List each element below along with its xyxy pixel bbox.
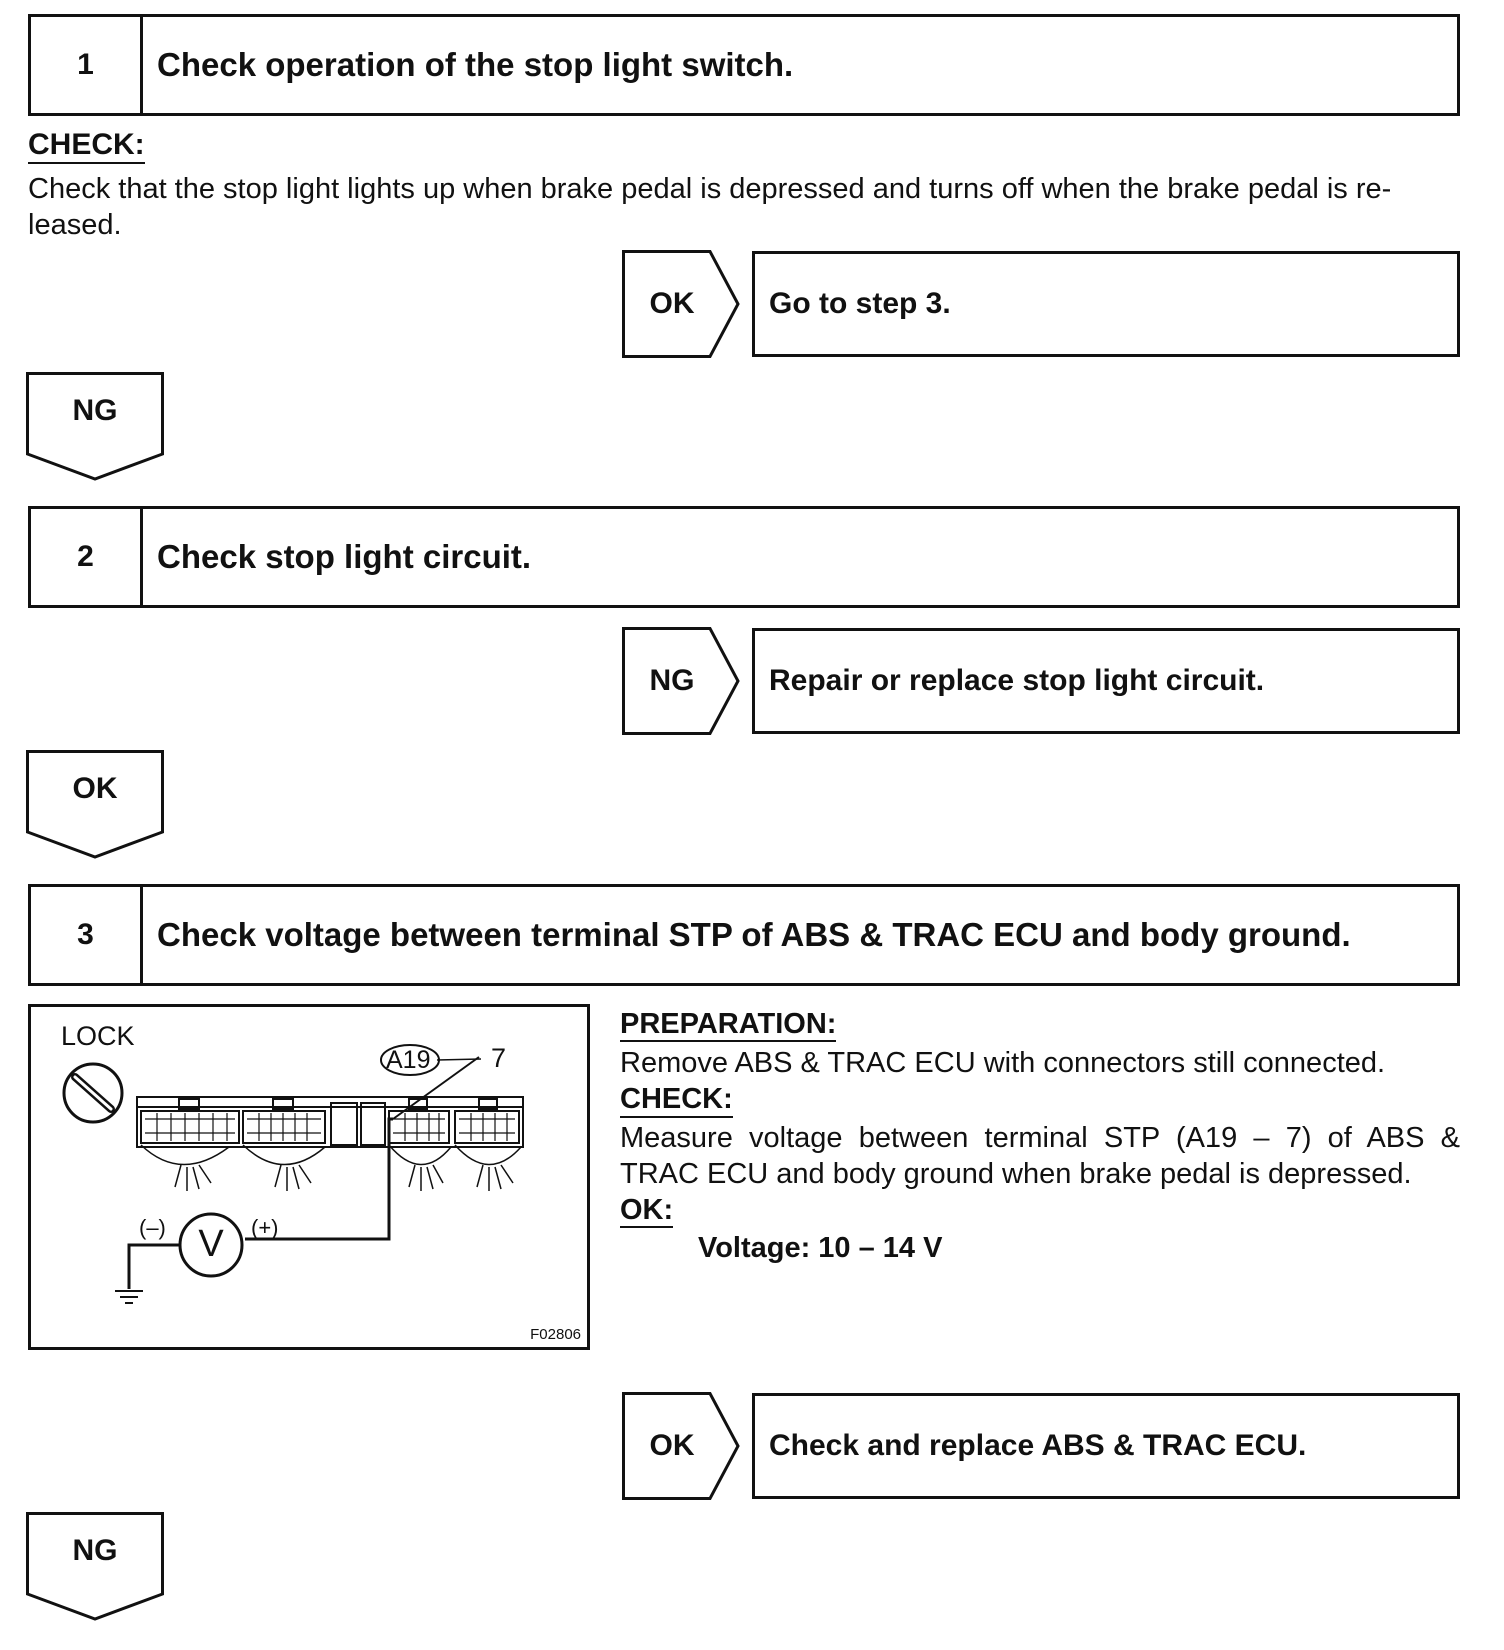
- step-3-instructions: [620, 1008, 1460, 1265]
- check-text: [28, 171, 1460, 243]
- step-title: Check operation of the stop light switch.: [157, 46, 794, 83]
- ng-branch-arrow: [26, 1512, 164, 1622]
- check-heading: CHECK:: [28, 128, 145, 164]
- ok-arrow: [622, 250, 746, 358]
- check-text-line: leased.: [28, 209, 122, 241]
- connector-label: A19: [386, 1046, 431, 1074]
- result-label: OK: [649, 287, 695, 320]
- step-3-header: [28, 884, 1460, 986]
- probe-wire-negative: [129, 1245, 179, 1289]
- result-box: Go to step 3.: [752, 251, 1460, 357]
- ok-arrow: [622, 1392, 746, 1500]
- ok-heading: OK:: [620, 1194, 673, 1228]
- step-number: 2: [31, 509, 143, 605]
- ng-arrow: [622, 627, 746, 735]
- step-number: 3: [31, 887, 143, 983]
- wiring-figure: [28, 1004, 590, 1350]
- lock-label: LOCK: [61, 1021, 135, 1051]
- step-2-header: [28, 506, 1460, 608]
- step-title: Check stop light circuit.: [157, 538, 532, 575]
- ng-branch-arrow: [26, 372, 164, 482]
- step-title: Check voltage between terminal STP of ABS & TRAC ECU and body ground.: [157, 916, 1351, 953]
- ok-branch-arrow: [26, 750, 164, 860]
- check-text-line: Check that the stop light lights up when brake pedal is depressed and turns off when the brake pedal is re-: [28, 173, 1392, 205]
- lock-icon: [64, 1064, 122, 1122]
- figure-code: F02806: [530, 1326, 581, 1343]
- minus-label: (–): [139, 1215, 166, 1240]
- ground-icon: [115, 1291, 143, 1303]
- check-text-line: Measure voltage between terminal STP (A19 – 7) of ABS &: [620, 1121, 1460, 1154]
- wire-harness: [141, 1145, 521, 1191]
- branch-label: OK: [72, 772, 118, 805]
- step-number: 1: [31, 17, 143, 113]
- result-box: Check and replace ABS & TRAC ECU.: [752, 1393, 1460, 1499]
- plus-label: (+): [251, 1215, 279, 1240]
- result-label: OK: [649, 1429, 695, 1462]
- voltmeter-symbol: V: [198, 1223, 224, 1265]
- branch-label: NG: [72, 1534, 118, 1567]
- branch-label: NG: [72, 394, 118, 427]
- preparation-text: Remove ABS & TRAC ECU with connectors still connected.: [620, 1047, 1386, 1080]
- preparation-heading: PREPARATION:: [620, 1008, 836, 1042]
- terminal-label: 7: [491, 1043, 507, 1073]
- check-heading: CHECK:: [620, 1083, 733, 1117]
- check-text-line: TRAC ECU and body ground when brake pedal is depressed.: [620, 1157, 1412, 1190]
- result-label: NG: [649, 664, 695, 697]
- ecu-connector-block: [137, 1097, 523, 1147]
- step-1-header: [28, 14, 1460, 116]
- ok-spec: Voltage: 10 – 14 V: [698, 1232, 943, 1265]
- result-box: Repair or replace stop light circuit.: [752, 628, 1460, 734]
